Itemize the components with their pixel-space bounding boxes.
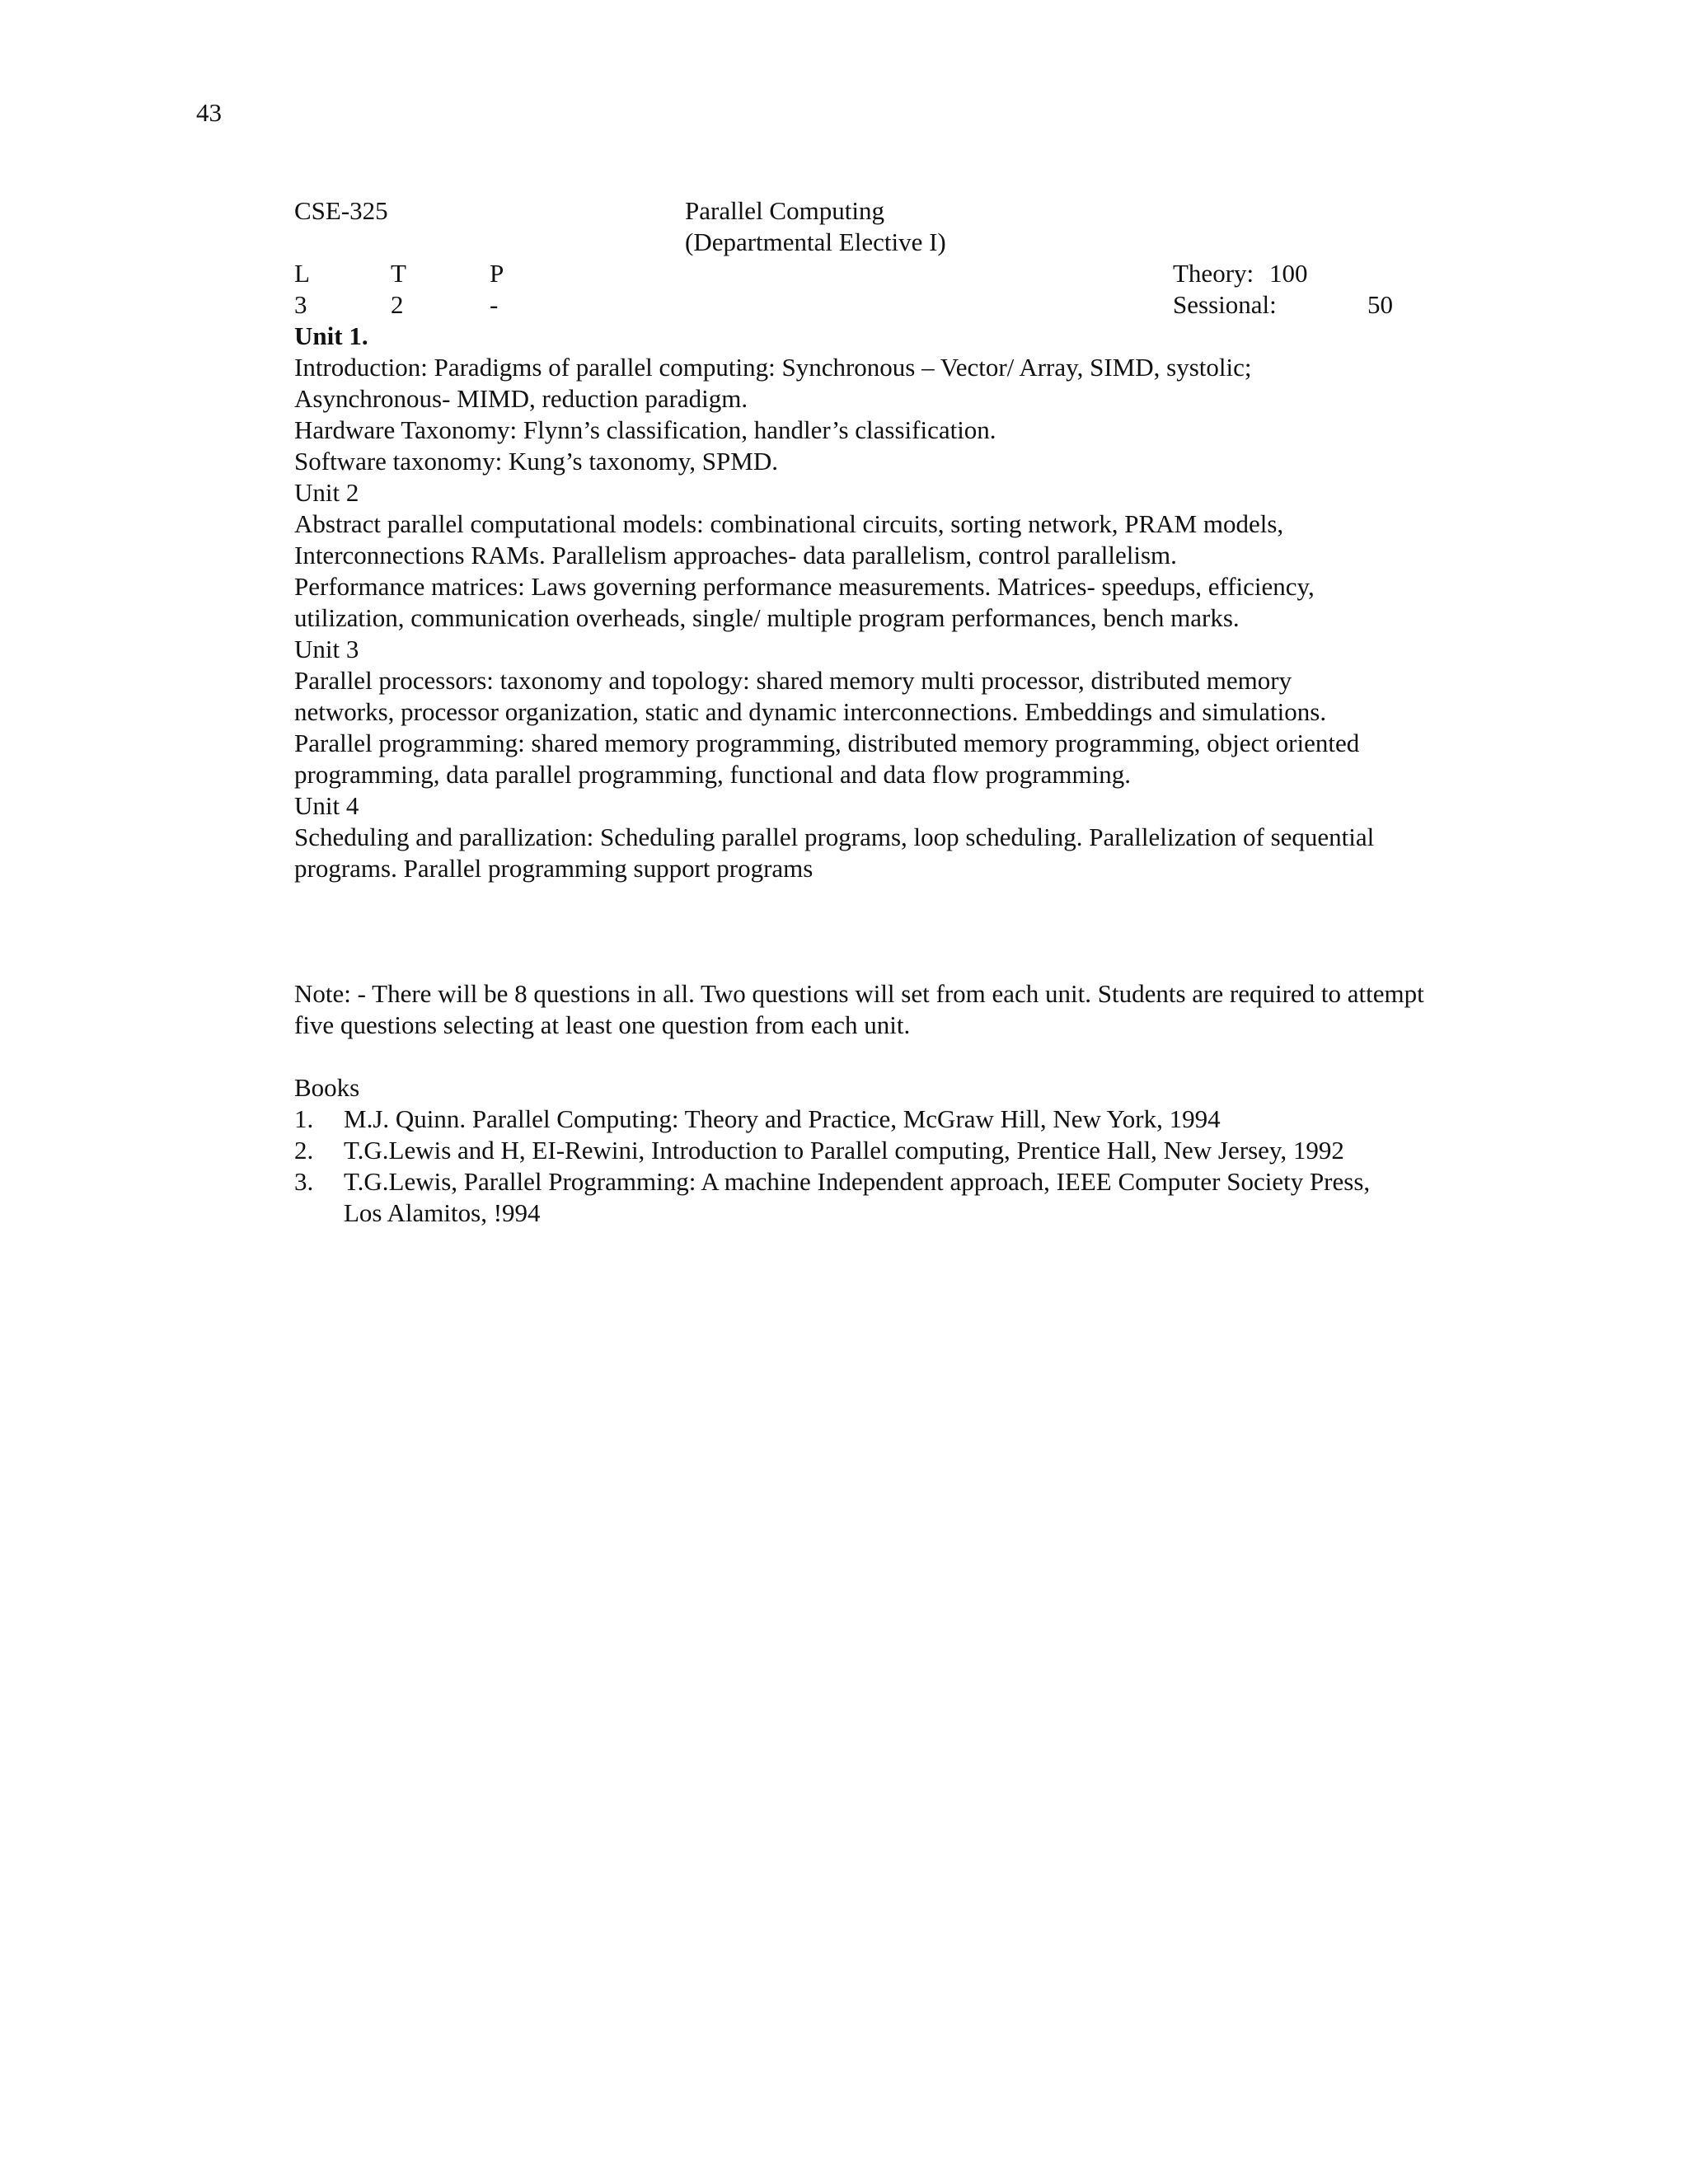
book-item — [294, 1104, 1531, 1135]
book-text: Los Alamitos, !994 — [344, 1198, 541, 1227]
course-subtitle-row — [294, 227, 1531, 258]
unit-2-heading: Unit 2 — [294, 478, 359, 507]
note-line: five questions selecting at least one question from each unit. — [294, 1010, 911, 1039]
ltp-value-t: 2 — [391, 290, 404, 319]
course-code: CSE-325 — [294, 196, 388, 225]
ltp-value-l: 3 — [294, 290, 307, 319]
unit-2-line: Abstract parallel computational models: combinational circuits, sorting network, PRAM models, — [294, 509, 1284, 538]
books-list — [294, 1104, 1531, 1229]
unit-1-line: Software taxonomy: Kung’s taxonomy, SPMD. — [294, 447, 778, 476]
course-title: Parallel Computing — [685, 196, 884, 225]
unit-3-heading: Unit 3 — [294, 635, 359, 663]
unit-3-line: Parallel processors: taxonomy and topology: shared memory multi processor, distributed memory — [294, 666, 1292, 695]
ltp-label-t: T — [391, 259, 406, 288]
unit-4-line: programs. Parallel programming support programs — [294, 854, 814, 883]
spacer — [294, 884, 1531, 978]
unit-4-heading: Unit 4 — [294, 791, 359, 820]
theory-value: 100 — [1269, 259, 1308, 288]
unit-3-line: networks, processor organization, static and dynamic interconnections. Embeddings and simulations. — [294, 697, 1327, 726]
course-subtitle: (Departmental Elective I) — [685, 227, 946, 256]
unit-1-line: Hardware Taxonomy: Flynn’s classification, handler’s classification. — [294, 415, 996, 444]
spacer — [294, 1041, 1531, 1072]
ltp-labels-row — [294, 258, 1531, 289]
sessional-label: Sessional: — [1173, 290, 1277, 319]
book-number: 3. — [294, 1167, 314, 1196]
ltp-label-l: L — [294, 259, 310, 288]
syllabus-content — [294, 195, 1531, 1229]
unit-2-line: Interconnections RAMs. Parallelism approaches- data parallelism, control parallelism. — [294, 541, 1177, 569]
theory-label: Theory: — [1173, 259, 1254, 288]
book-number: 2. — [294, 1136, 314, 1165]
book-item — [294, 1166, 1531, 1229]
unit-1-line: Introduction: Paradigms of parallel computing: Synchronous – Vector/ Array, SIMD, systolic; — [294, 353, 1252, 382]
unit-3-line: Parallel programming: shared memory programming, distributed memory programming, object oriented — [294, 729, 1360, 757]
ltp-label-p: P — [490, 259, 504, 288]
note-line: Note: - There will be 8 questions in all. Two questions will set from each unit. Students are required to attempt — [294, 979, 1424, 1008]
sessional-value: 50 — [1367, 290, 1393, 319]
book-text: M.J. Quinn. Parallel Computing: Theory and Practice, McGraw Hill, New York, 1994 — [344, 1104, 1221, 1133]
book-number: 1. — [294, 1104, 314, 1133]
ltp-values-row — [294, 289, 1531, 321]
page-number: 43 — [196, 98, 222, 127]
unit-1-line: Asynchronous- MIMD, reduction paradigm. — [294, 384, 748, 413]
course-header-row — [294, 195, 1531, 227]
book-text: T.G.Lewis, Parallel Programming: A machine Independent approach, IEEE Computer Society Press, — [344, 1167, 1371, 1196]
unit-4-line: Scheduling and parallization: Scheduling parallel programs, loop scheduling. Parallelization of sequential — [294, 823, 1375, 851]
book-text: T.G.Lewis and H, EI-Rewini, Introduction to Parallel computing, Prentice Hall, New Jersey, 1992 — [344, 1136, 1344, 1165]
unit-2-line: Performance matrices: Laws governing performance measurements. Matrices- speedups, efficiency, — [294, 572, 1315, 601]
unit-1-heading: Unit 1. — [294, 321, 368, 350]
ltp-value-p: - — [490, 290, 499, 319]
books-heading: Books — [294, 1073, 360, 1102]
unit-2-line: utilization, communication overheads, single/ multiple program performances, bench marks. — [294, 603, 1240, 632]
unit-3-line: programming, data parallel programming, functional and data flow programming. — [294, 760, 1131, 789]
book-item — [294, 1135, 1531, 1166]
